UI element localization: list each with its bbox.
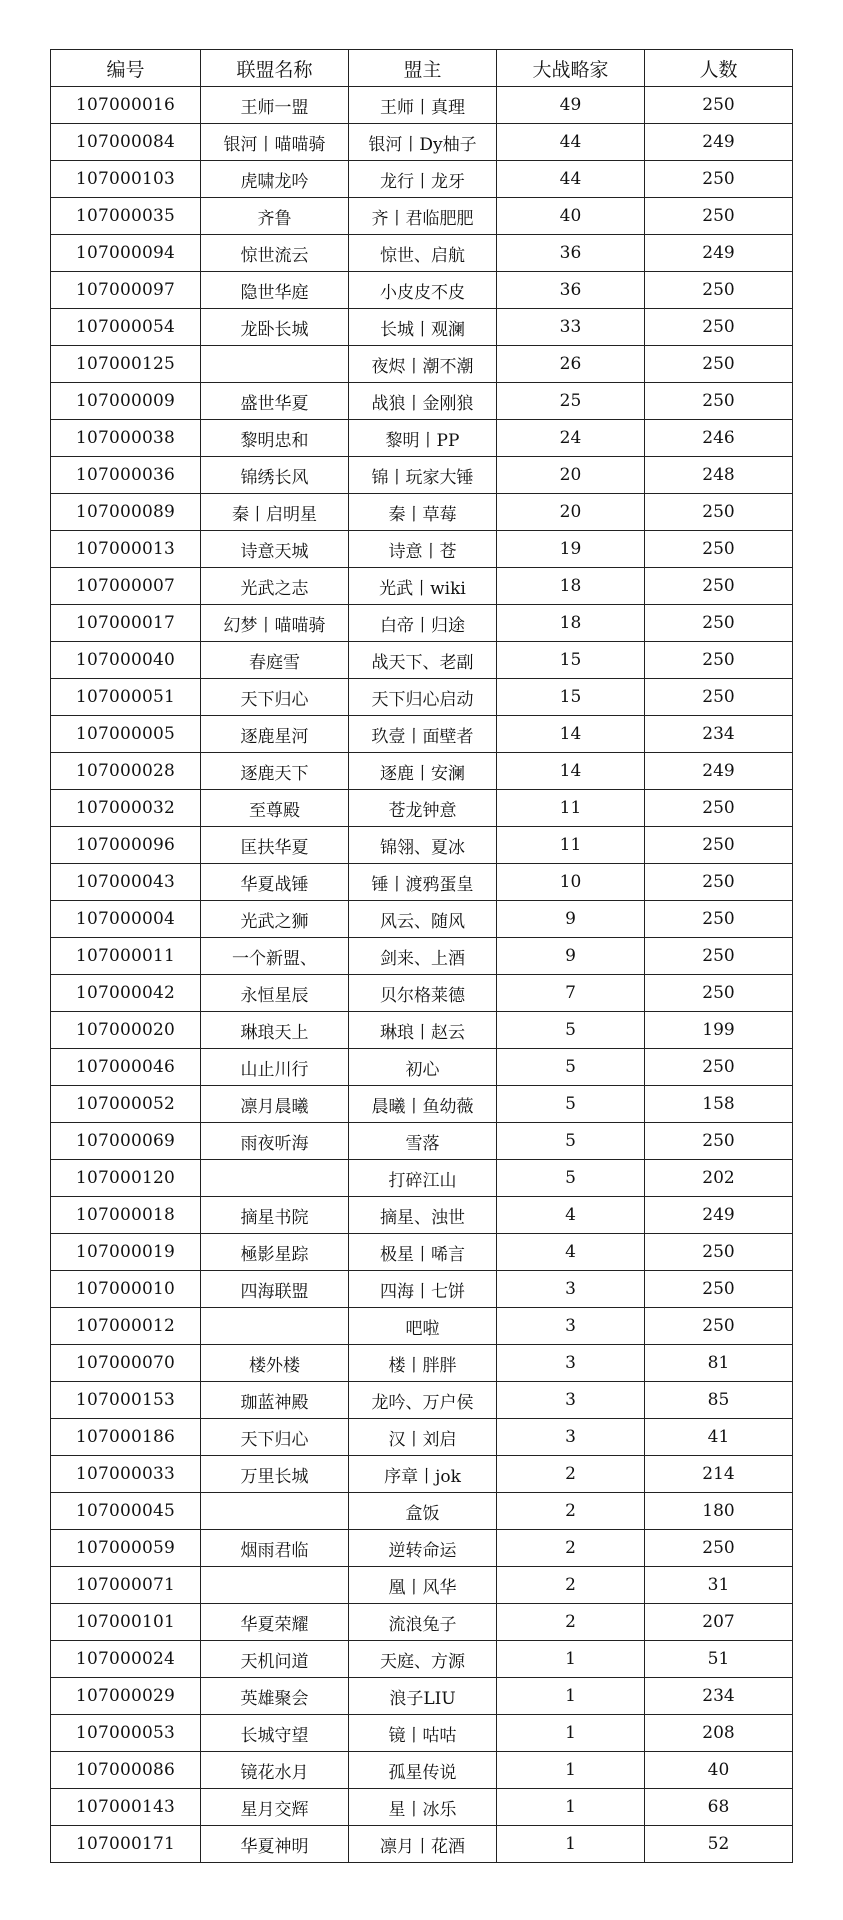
cell-leader: 锦翎、夏冰 bbox=[349, 827, 497, 864]
cell-id: 107000086 bbox=[51, 1752, 201, 1789]
cell-member-count: 250 bbox=[645, 568, 793, 605]
cell-id: 107000010 bbox=[51, 1271, 201, 1308]
cell-leader: 战狼丨金刚狼 bbox=[349, 383, 497, 420]
cell-leader: 凛月丨花酒 bbox=[349, 1826, 497, 1863]
table-row bbox=[51, 1641, 793, 1678]
cell-member-count: 158 bbox=[645, 1086, 793, 1123]
cell-id: 107000004 bbox=[51, 901, 201, 938]
cell-member-count: 250 bbox=[645, 1308, 793, 1345]
cell-alliance-name: 龙卧长城 bbox=[201, 309, 349, 346]
cell-member-count: 250 bbox=[645, 938, 793, 975]
cell-leader: 打碎江山 bbox=[349, 1160, 497, 1197]
cell-alliance-name: 虎啸龙吟 bbox=[201, 161, 349, 198]
cell-id: 107000018 bbox=[51, 1197, 201, 1234]
cell-alliance-name: 盛世华夏 bbox=[201, 383, 349, 420]
cell-member-count: 207 bbox=[645, 1604, 793, 1641]
cell-leader: 星丨冰乐 bbox=[349, 1789, 497, 1826]
cell-member-count: 250 bbox=[645, 1234, 793, 1271]
cell-member-count: 202 bbox=[645, 1160, 793, 1197]
cell-id: 107000042 bbox=[51, 975, 201, 1012]
cell-alliance-name: 英雄聚会 bbox=[201, 1678, 349, 1715]
table-row bbox=[51, 1604, 793, 1641]
cell-strategists: 2 bbox=[497, 1456, 645, 1493]
cell-strategists: 1 bbox=[497, 1715, 645, 1752]
table-row bbox=[51, 457, 793, 494]
cell-alliance-name: 春庭雪 bbox=[201, 642, 349, 679]
cell-id: 107000012 bbox=[51, 1308, 201, 1345]
header-alliance-name: 联盟名称 bbox=[201, 50, 349, 87]
cell-alliance-name: 摘星书院 bbox=[201, 1197, 349, 1234]
alliance-table-container bbox=[50, 49, 792, 1863]
cell-alliance-name bbox=[201, 1567, 349, 1604]
table-row bbox=[51, 1012, 793, 1049]
cell-id: 107000043 bbox=[51, 864, 201, 901]
table-row bbox=[51, 531, 793, 568]
cell-leader: 晨曦丨鱼幼薇 bbox=[349, 1086, 497, 1123]
cell-id: 107000013 bbox=[51, 531, 201, 568]
table-row bbox=[51, 161, 793, 198]
cell-alliance-name: 秦丨启明星 bbox=[201, 494, 349, 531]
header-leader: 盟主 bbox=[349, 50, 497, 87]
cell-alliance-name: 华夏神明 bbox=[201, 1826, 349, 1863]
cell-alliance-name: 永恒星辰 bbox=[201, 975, 349, 1012]
cell-id: 107000046 bbox=[51, 1049, 201, 1086]
cell-id: 107000011 bbox=[51, 938, 201, 975]
cell-alliance-name bbox=[201, 346, 349, 383]
cell-id: 107000019 bbox=[51, 1234, 201, 1271]
header-id: 编号 bbox=[51, 50, 201, 87]
cell-strategists: 1 bbox=[497, 1752, 645, 1789]
cell-id: 107000040 bbox=[51, 642, 201, 679]
cell-leader: 长城丨观澜 bbox=[349, 309, 497, 346]
cell-id: 107000020 bbox=[51, 1012, 201, 1049]
cell-id: 107000028 bbox=[51, 753, 201, 790]
table-row bbox=[51, 346, 793, 383]
cell-id: 107000035 bbox=[51, 198, 201, 235]
cell-id: 107000038 bbox=[51, 420, 201, 457]
cell-leader: 剑来、上酒 bbox=[349, 938, 497, 975]
cell-strategists: 40 bbox=[497, 198, 645, 235]
cell-member-count: 214 bbox=[645, 1456, 793, 1493]
cell-id: 107000094 bbox=[51, 235, 201, 272]
table-row bbox=[51, 679, 793, 716]
table-row bbox=[51, 938, 793, 975]
cell-strategists: 4 bbox=[497, 1197, 645, 1234]
cell-member-count: 250 bbox=[645, 494, 793, 531]
cell-member-count: 248 bbox=[645, 457, 793, 494]
table-row bbox=[51, 1456, 793, 1493]
cell-id: 107000097 bbox=[51, 272, 201, 309]
cell-strategists: 18 bbox=[497, 605, 645, 642]
cell-alliance-name: 光武之狮 bbox=[201, 901, 349, 938]
cell-strategists: 3 bbox=[497, 1419, 645, 1456]
cell-member-count: 250 bbox=[645, 827, 793, 864]
table-row bbox=[51, 1123, 793, 1160]
cell-strategists: 9 bbox=[497, 938, 645, 975]
cell-strategists: 36 bbox=[497, 272, 645, 309]
table-row bbox=[51, 753, 793, 790]
table-row bbox=[51, 864, 793, 901]
cell-leader: 四海丨七饼 bbox=[349, 1271, 497, 1308]
cell-strategists: 3 bbox=[497, 1382, 645, 1419]
table-row bbox=[51, 1789, 793, 1826]
cell-id: 107000024 bbox=[51, 1641, 201, 1678]
cell-leader: 流浪兔子 bbox=[349, 1604, 497, 1641]
cell-strategists: 5 bbox=[497, 1049, 645, 1086]
cell-member-count: 250 bbox=[645, 531, 793, 568]
cell-strategists: 10 bbox=[497, 864, 645, 901]
cell-alliance-name: 珈蓝神殿 bbox=[201, 1382, 349, 1419]
cell-strategists: 36 bbox=[497, 235, 645, 272]
table-row bbox=[51, 1160, 793, 1197]
cell-strategists: 25 bbox=[497, 383, 645, 420]
cell-member-count: 250 bbox=[645, 864, 793, 901]
cell-alliance-name: 华夏荣耀 bbox=[201, 1604, 349, 1641]
cell-id: 107000071 bbox=[51, 1567, 201, 1604]
cell-alliance-name: 镜花水月 bbox=[201, 1752, 349, 1789]
cell-alliance-name: 逐鹿星河 bbox=[201, 716, 349, 753]
cell-alliance-name: 王师一盟 bbox=[201, 87, 349, 124]
cell-member-count: 250 bbox=[645, 1271, 793, 1308]
cell-strategists: 5 bbox=[497, 1123, 645, 1160]
cell-leader: 楼丨胖胖 bbox=[349, 1345, 497, 1382]
cell-id: 107000036 bbox=[51, 457, 201, 494]
cell-strategists: 11 bbox=[497, 827, 645, 864]
table-row bbox=[51, 827, 793, 864]
cell-alliance-name bbox=[201, 1308, 349, 1345]
cell-strategists: 3 bbox=[497, 1308, 645, 1345]
cell-strategists: 2 bbox=[497, 1493, 645, 1530]
cell-id: 107000051 bbox=[51, 679, 201, 716]
cell-member-count: 249 bbox=[645, 124, 793, 161]
cell-member-count: 234 bbox=[645, 1678, 793, 1715]
cell-id: 107000017 bbox=[51, 605, 201, 642]
cell-leader: 玖壹丨面壁者 bbox=[349, 716, 497, 753]
cell-leader: 序章丨jok bbox=[349, 1456, 497, 1493]
cell-member-count: 246 bbox=[645, 420, 793, 457]
cell-member-count: 31 bbox=[645, 1567, 793, 1604]
cell-strategists: 18 bbox=[497, 568, 645, 605]
cell-alliance-name: 天机问道 bbox=[201, 1641, 349, 1678]
cell-leader: 齐丨君临肥肥 bbox=[349, 198, 497, 235]
cell-leader: 汉丨刘启 bbox=[349, 1419, 497, 1456]
table-row bbox=[51, 901, 793, 938]
table-row bbox=[51, 568, 793, 605]
cell-leader: 孤星传说 bbox=[349, 1752, 497, 1789]
cell-id: 107000016 bbox=[51, 87, 201, 124]
table-row bbox=[51, 1752, 793, 1789]
table-row bbox=[51, 272, 793, 309]
cell-id: 107000096 bbox=[51, 827, 201, 864]
cell-strategists: 9 bbox=[497, 901, 645, 938]
cell-member-count: 250 bbox=[645, 1123, 793, 1160]
table-row bbox=[51, 1419, 793, 1456]
table-row bbox=[51, 1382, 793, 1419]
table-row bbox=[51, 605, 793, 642]
cell-alliance-name: 琳琅天上 bbox=[201, 1012, 349, 1049]
cell-id: 107000007 bbox=[51, 568, 201, 605]
cell-leader: 惊世、启航 bbox=[349, 235, 497, 272]
cell-leader: 黎明丨PP bbox=[349, 420, 497, 457]
cell-id: 107000052 bbox=[51, 1086, 201, 1123]
cell-leader: 龙吟、万户侯 bbox=[349, 1382, 497, 1419]
cell-member-count: 234 bbox=[645, 716, 793, 753]
table-row bbox=[51, 790, 793, 827]
cell-strategists: 1 bbox=[497, 1641, 645, 1678]
cell-strategists: 5 bbox=[497, 1086, 645, 1123]
cell-id: 107000009 bbox=[51, 383, 201, 420]
alliance-ranking-table bbox=[50, 49, 793, 1863]
cell-id: 107000153 bbox=[51, 1382, 201, 1419]
cell-id: 107000101 bbox=[51, 1604, 201, 1641]
table-row bbox=[51, 1715, 793, 1752]
cell-alliance-name: 惊世流云 bbox=[201, 235, 349, 272]
cell-leader: 天庭、方源 bbox=[349, 1641, 497, 1678]
cell-strategists: 15 bbox=[497, 642, 645, 679]
table-row bbox=[51, 1197, 793, 1234]
cell-leader: 战天下、老副 bbox=[349, 642, 497, 679]
cell-strategists: 2 bbox=[497, 1604, 645, 1641]
cell-leader: 苍龙钟意 bbox=[349, 790, 497, 827]
cell-alliance-name: 四海联盟 bbox=[201, 1271, 349, 1308]
cell-alliance-name: 雨夜听海 bbox=[201, 1123, 349, 1160]
cell-id: 107000032 bbox=[51, 790, 201, 827]
cell-member-count: 250 bbox=[645, 346, 793, 383]
cell-member-count: 85 bbox=[645, 1382, 793, 1419]
cell-member-count: 52 bbox=[645, 1826, 793, 1863]
cell-leader: 秦丨草莓 bbox=[349, 494, 497, 531]
cell-strategists: 4 bbox=[497, 1234, 645, 1271]
cell-strategists: 19 bbox=[497, 531, 645, 568]
cell-id: 107000033 bbox=[51, 1456, 201, 1493]
cell-strategists: 7 bbox=[497, 975, 645, 1012]
cell-leader: 极星丨唏言 bbox=[349, 1234, 497, 1271]
cell-member-count: 180 bbox=[645, 1493, 793, 1530]
cell-alliance-name: 烟雨君临 bbox=[201, 1530, 349, 1567]
cell-member-count: 250 bbox=[645, 309, 793, 346]
cell-alliance-name: 幻梦丨喵喵骑 bbox=[201, 605, 349, 642]
cell-strategists: 14 bbox=[497, 716, 645, 753]
cell-leader: 初心 bbox=[349, 1049, 497, 1086]
cell-id: 107000053 bbox=[51, 1715, 201, 1752]
cell-member-count: 250 bbox=[645, 605, 793, 642]
table-header-row bbox=[51, 50, 793, 87]
table-row bbox=[51, 1345, 793, 1382]
cell-alliance-name: 诗意天城 bbox=[201, 531, 349, 568]
cell-strategists: 20 bbox=[497, 494, 645, 531]
cell-member-count: 199 bbox=[645, 1012, 793, 1049]
table-row bbox=[51, 1493, 793, 1530]
cell-leader: 凰丨风华 bbox=[349, 1567, 497, 1604]
cell-id: 107000005 bbox=[51, 716, 201, 753]
cell-id: 107000059 bbox=[51, 1530, 201, 1567]
table-row bbox=[51, 309, 793, 346]
cell-alliance-name bbox=[201, 1160, 349, 1197]
cell-alliance-name: 楼外楼 bbox=[201, 1345, 349, 1382]
cell-id: 107000171 bbox=[51, 1826, 201, 1863]
table-row bbox=[51, 198, 793, 235]
cell-leader: 锤丨渡鸦蛋皇 bbox=[349, 864, 497, 901]
cell-alliance-name bbox=[201, 1493, 349, 1530]
cell-id: 107000143 bbox=[51, 1789, 201, 1826]
table-row bbox=[51, 235, 793, 272]
cell-member-count: 250 bbox=[645, 975, 793, 1012]
table-row bbox=[51, 1567, 793, 1604]
cell-strategists: 1 bbox=[497, 1678, 645, 1715]
cell-alliance-name: 天下归心 bbox=[201, 1419, 349, 1456]
cell-id: 107000103 bbox=[51, 161, 201, 198]
table-row bbox=[51, 87, 793, 124]
cell-leader: 龙行丨龙牙 bbox=[349, 161, 497, 198]
cell-strategists: 1 bbox=[497, 1789, 645, 1826]
cell-strategists: 24 bbox=[497, 420, 645, 457]
table-row bbox=[51, 1826, 793, 1863]
cell-leader: 天下归心启动 bbox=[349, 679, 497, 716]
table-row bbox=[51, 1308, 793, 1345]
table-row bbox=[51, 642, 793, 679]
cell-member-count: 249 bbox=[645, 235, 793, 272]
cell-strategists: 2 bbox=[497, 1567, 645, 1604]
cell-leader: 逐鹿丨安澜 bbox=[349, 753, 497, 790]
cell-member-count: 250 bbox=[645, 642, 793, 679]
cell-leader: 诗意丨苍 bbox=[349, 531, 497, 568]
cell-member-count: 250 bbox=[645, 87, 793, 124]
cell-member-count: 250 bbox=[645, 901, 793, 938]
table-row bbox=[51, 420, 793, 457]
cell-alliance-name: 匡扶华夏 bbox=[201, 827, 349, 864]
cell-member-count: 41 bbox=[645, 1419, 793, 1456]
cell-id: 107000069 bbox=[51, 1123, 201, 1160]
cell-alliance-name: 隐世华庭 bbox=[201, 272, 349, 309]
cell-id: 107000045 bbox=[51, 1493, 201, 1530]
cell-leader: 白帝丨归途 bbox=[349, 605, 497, 642]
cell-strategists: 20 bbox=[497, 457, 645, 494]
cell-strategists: 3 bbox=[497, 1345, 645, 1382]
cell-member-count: 250 bbox=[645, 161, 793, 198]
cell-leader: 吧啦 bbox=[349, 1308, 497, 1345]
cell-leader: 镜丨咕咕 bbox=[349, 1715, 497, 1752]
cell-strategists: 33 bbox=[497, 309, 645, 346]
cell-alliance-name: 星月交辉 bbox=[201, 1789, 349, 1826]
table-row bbox=[51, 1530, 793, 1567]
cell-id: 107000070 bbox=[51, 1345, 201, 1382]
cell-alliance-name: 逐鹿天下 bbox=[201, 753, 349, 790]
cell-leader: 琳琅丨赵云 bbox=[349, 1012, 497, 1049]
cell-strategists: 5 bbox=[497, 1160, 645, 1197]
cell-member-count: 250 bbox=[645, 383, 793, 420]
cell-member-count: 250 bbox=[645, 1049, 793, 1086]
table-row bbox=[51, 1678, 793, 1715]
cell-member-count: 68 bbox=[645, 1789, 793, 1826]
cell-alliance-name: 齐鲁 bbox=[201, 198, 349, 235]
cell-alliance-name: 一个新盟、 bbox=[201, 938, 349, 975]
cell-member-count: 51 bbox=[645, 1641, 793, 1678]
cell-strategists: 2 bbox=[497, 1530, 645, 1567]
cell-member-count: 250 bbox=[645, 1530, 793, 1567]
table-row bbox=[51, 1049, 793, 1086]
table-row bbox=[51, 1234, 793, 1271]
cell-strategists: 49 bbox=[497, 87, 645, 124]
cell-member-count: 81 bbox=[645, 1345, 793, 1382]
cell-alliance-name: 长城守望 bbox=[201, 1715, 349, 1752]
table-row bbox=[51, 1271, 793, 1308]
cell-alliance-name: 银河丨喵喵骑 bbox=[201, 124, 349, 161]
cell-member-count: 208 bbox=[645, 1715, 793, 1752]
cell-id: 107000089 bbox=[51, 494, 201, 531]
cell-member-count: 249 bbox=[645, 753, 793, 790]
cell-alliance-name: 凛月晨曦 bbox=[201, 1086, 349, 1123]
cell-alliance-name: 山止川行 bbox=[201, 1049, 349, 1086]
cell-member-count: 250 bbox=[645, 198, 793, 235]
cell-leader: 锦丨玩家大锤 bbox=[349, 457, 497, 494]
cell-leader: 浪子LIU bbox=[349, 1678, 497, 1715]
cell-strategists: 1 bbox=[497, 1826, 645, 1863]
table-row bbox=[51, 1086, 793, 1123]
table-row bbox=[51, 494, 793, 531]
table-body bbox=[51, 87, 793, 1863]
cell-strategists: 15 bbox=[497, 679, 645, 716]
cell-member-count: 250 bbox=[645, 679, 793, 716]
cell-alliance-name: 黎明忠和 bbox=[201, 420, 349, 457]
cell-leader: 夜烬丨潮不潮 bbox=[349, 346, 497, 383]
cell-strategists: 5 bbox=[497, 1012, 645, 1049]
cell-id: 107000029 bbox=[51, 1678, 201, 1715]
table-row bbox=[51, 975, 793, 1012]
cell-strategists: 11 bbox=[497, 790, 645, 827]
header-member-count: 人数 bbox=[645, 50, 793, 87]
cell-alliance-name: 極影星踪 bbox=[201, 1234, 349, 1271]
cell-strategists: 44 bbox=[497, 161, 645, 198]
cell-member-count: 250 bbox=[645, 272, 793, 309]
cell-leader: 盒饭 bbox=[349, 1493, 497, 1530]
cell-member-count: 250 bbox=[645, 790, 793, 827]
cell-id: 107000120 bbox=[51, 1160, 201, 1197]
table-row bbox=[51, 383, 793, 420]
cell-strategists: 44 bbox=[497, 124, 645, 161]
cell-alliance-name: 锦绣长风 bbox=[201, 457, 349, 494]
cell-alliance-name: 万里长城 bbox=[201, 1456, 349, 1493]
cell-leader: 雪落 bbox=[349, 1123, 497, 1160]
cell-strategists: 26 bbox=[497, 346, 645, 383]
cell-strategists: 14 bbox=[497, 753, 645, 790]
cell-leader: 摘星、浊世 bbox=[349, 1197, 497, 1234]
cell-alliance-name: 光武之志 bbox=[201, 568, 349, 605]
cell-id: 107000186 bbox=[51, 1419, 201, 1456]
cell-member-count: 40 bbox=[645, 1752, 793, 1789]
cell-leader: 王师丨真理 bbox=[349, 87, 497, 124]
cell-leader: 光武丨wiki bbox=[349, 568, 497, 605]
cell-member-count: 249 bbox=[645, 1197, 793, 1234]
cell-leader: 风云、随风 bbox=[349, 901, 497, 938]
cell-id: 107000054 bbox=[51, 309, 201, 346]
cell-alliance-name: 华夏战锤 bbox=[201, 864, 349, 901]
cell-id: 107000084 bbox=[51, 124, 201, 161]
cell-leader: 逆转命运 bbox=[349, 1530, 497, 1567]
cell-leader: 贝尔格莱德 bbox=[349, 975, 497, 1012]
cell-leader: 银河丨Dy柚子 bbox=[349, 124, 497, 161]
cell-strategists: 3 bbox=[497, 1271, 645, 1308]
table-row bbox=[51, 124, 793, 161]
table-row bbox=[51, 716, 793, 753]
cell-alliance-name: 天下归心 bbox=[201, 679, 349, 716]
header-strategists: 大战略家 bbox=[497, 50, 645, 87]
cell-leader: 小皮皮不皮 bbox=[349, 272, 497, 309]
cell-alliance-name: 至尊殿 bbox=[201, 790, 349, 827]
cell-id: 107000125 bbox=[51, 346, 201, 383]
